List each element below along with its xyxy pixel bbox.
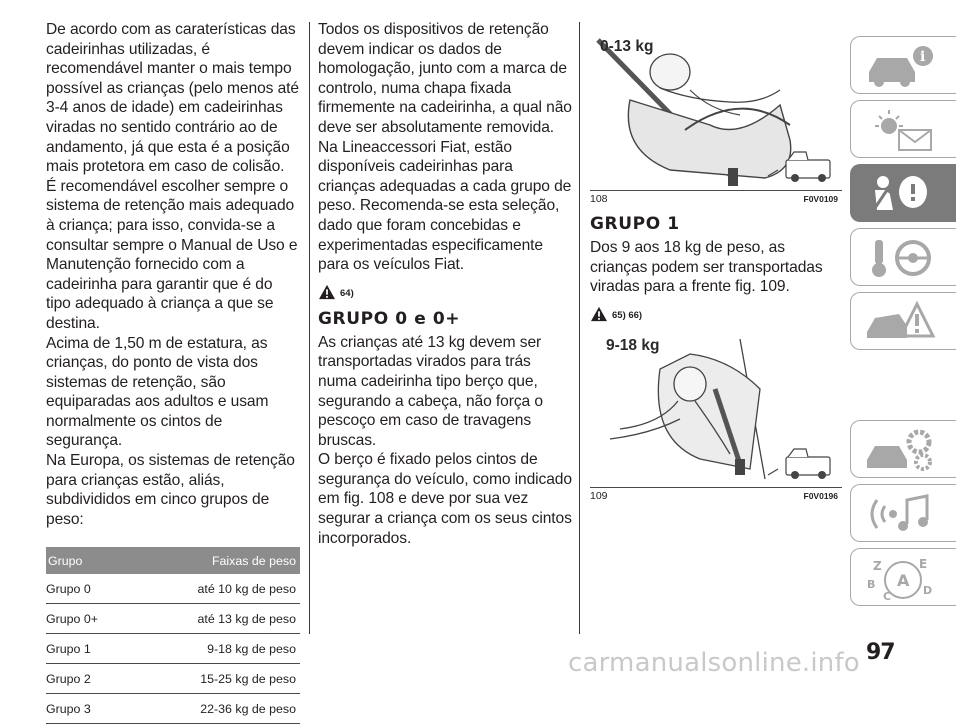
- airbag-safety-icon: [863, 170, 939, 218]
- column-divider: [309, 22, 310, 634]
- figure-number: 109: [590, 489, 608, 502]
- table-cell-group: Grupo 2: [46, 664, 131, 694]
- table-cell-weight: até 13 kg de peso: [131, 604, 300, 634]
- table-cell-weight: 15-25 kg de peso: [131, 664, 300, 694]
- table-row: [46, 574, 300, 604]
- car-gears-icon: [863, 426, 939, 474]
- paragraph: O berço é fixado pelos cintos de segurança do veículo, como indicado em fig. 108 e deve por sua vez segurar a criança com os seus cintos incorporados.: [318, 451, 572, 547]
- figure-109: [590, 329, 842, 502]
- tab-maintenance[interactable]: [850, 420, 956, 478]
- paragraph: Dos 9 aos 18 kg de peso, as crianças podem ser transportadas viradas para a frente fig. 109.: [590, 239, 823, 296]
- table-header-weight: Faixas de peso: [131, 547, 300, 574]
- table-cell-group: Grupo 3: [46, 694, 131, 724]
- svg-text:B: B: [867, 578, 876, 591]
- svg-text:Z: Z: [873, 559, 882, 573]
- figure-frame: [590, 30, 842, 191]
- middle-column: [318, 20, 572, 548]
- table-cell-weight: 22-36 kg de peso: [131, 694, 300, 724]
- warning-triangle-icon: [318, 284, 336, 300]
- tab-safety[interactable]: [850, 164, 956, 222]
- weight-groups-table: [46, 547, 300, 724]
- figure-weight-label: 0-13 kg: [600, 38, 654, 55]
- table-row: [46, 694, 300, 724]
- warning-reference: [590, 303, 842, 325]
- tab-multimedia[interactable]: [850, 484, 956, 542]
- car-accident-icon: [863, 298, 939, 346]
- svg-text:A: A: [897, 571, 910, 590]
- figure-code: F0V0109: [803, 194, 838, 204]
- warning-triangle-icon: [590, 306, 608, 322]
- table-cell-group: Grupo 1: [46, 634, 131, 664]
- left-column: [46, 20, 300, 724]
- warning-ref-number: 64): [340, 288, 354, 300]
- tab-warning-lights[interactable]: [850, 100, 956, 158]
- paragraph: Na Lineaccessori Fiat, estão disponíveis cadeirinhas para crianças adequadas a cada grupo de peso. Recomenda-se esta seleção, dado que foram concebidas e experimentadas especificamente para os veículos Fiat.: [318, 138, 572, 274]
- warning-lights-mail-icon: [863, 106, 939, 154]
- paragraph: Na Europa, os sistemas de retenção para crianças estão, aliás, subdivididos em cinco grupos de peso:: [46, 452, 295, 528]
- figure-weight-label: 9-18 kg: [606, 336, 660, 354]
- key-steering-wheel-icon: [863, 234, 939, 282]
- paragraph: De acordo com as caraterísticas das cadeirinhas utilizadas, é recomendável manter o mais tempo possível as crianças (pelo menos até 3-4 anos de idade) em cadeirinhas viradas no sentido contrário ao de andamento, já que esta é a posição mais protetora em caso de colisão.: [46, 21, 299, 176]
- tab-car-info[interactable]: [850, 36, 956, 94]
- paragraph: As crianças até 13 kg devem ser transportadas virados para trás numa cadeirinha tipo berço que, segurando a cabeça, não força o pescoço em caso de travagens bruscas.: [318, 333, 543, 449]
- warning-reference: [318, 281, 572, 303]
- table-cell-weight: até 10 kg de peso: [131, 574, 300, 604]
- watermark: carmanualsonline.info: [568, 648, 860, 678]
- figure-code: F0V0196: [803, 490, 838, 501]
- figure-frame: [590, 329, 842, 488]
- paragraph: Todos os dispositivos de retenção devem indicar os dados de homologação, junto com a marca de controlo, numa chapa fixada firmemente na cadeirinha, a qual não deve ser absolutamente removida.: [318, 21, 572, 136]
- svg-text:E: E: [919, 557, 928, 571]
- table-cell-group: Grupo 0+: [46, 604, 131, 634]
- figure-number: 108: [590, 193, 608, 205]
- section-heading: GRUPO 1: [590, 214, 680, 234]
- paragraph: Acima de 1,50 m de estatura, as crianças, do ponto de vista dos sistemas de retenção, são equiparadas aos adultos e usam normalmente os cintos de segurança.: [46, 334, 269, 450]
- right-column: [590, 30, 842, 502]
- car-info-icon: [863, 42, 939, 90]
- tab-emergency[interactable]: [850, 292, 956, 350]
- page-number: 97: [866, 640, 895, 665]
- table-cell-weight: 9-18 kg de peso: [131, 634, 300, 664]
- tab-index[interactable]: [850, 548, 956, 606]
- warning-ref-number: 65) 66): [612, 310, 643, 322]
- table-row: [46, 604, 300, 634]
- table-header-group: Grupo: [46, 547, 131, 574]
- table-header-row: [46, 547, 300, 574]
- table-cell-group: Grupo 0: [46, 574, 131, 604]
- figure-108: [590, 30, 842, 205]
- svg-text:C: C: [883, 590, 892, 602]
- table-row: [46, 634, 300, 664]
- column-divider: [579, 22, 580, 634]
- tab-starting-driving[interactable]: [850, 228, 956, 286]
- alphabet-index-icon: [863, 554, 939, 602]
- paragraph: É recomendável escolher sempre o sistema de retenção mais adequado à criança; para isso, convida-se a consultar sempre o Manual de Uso e Manutenção fornecido com a cadeirinha para garantir que é do tipo adequado à criança a que se destina.: [46, 177, 298, 332]
- section-heading: GRUPO 0 e 0+: [318, 308, 461, 329]
- svg-text:D: D: [923, 584, 933, 597]
- multimedia-music-icon: [863, 490, 939, 538]
- table-row: [46, 664, 300, 694]
- svg-text:i: i: [920, 49, 926, 65]
